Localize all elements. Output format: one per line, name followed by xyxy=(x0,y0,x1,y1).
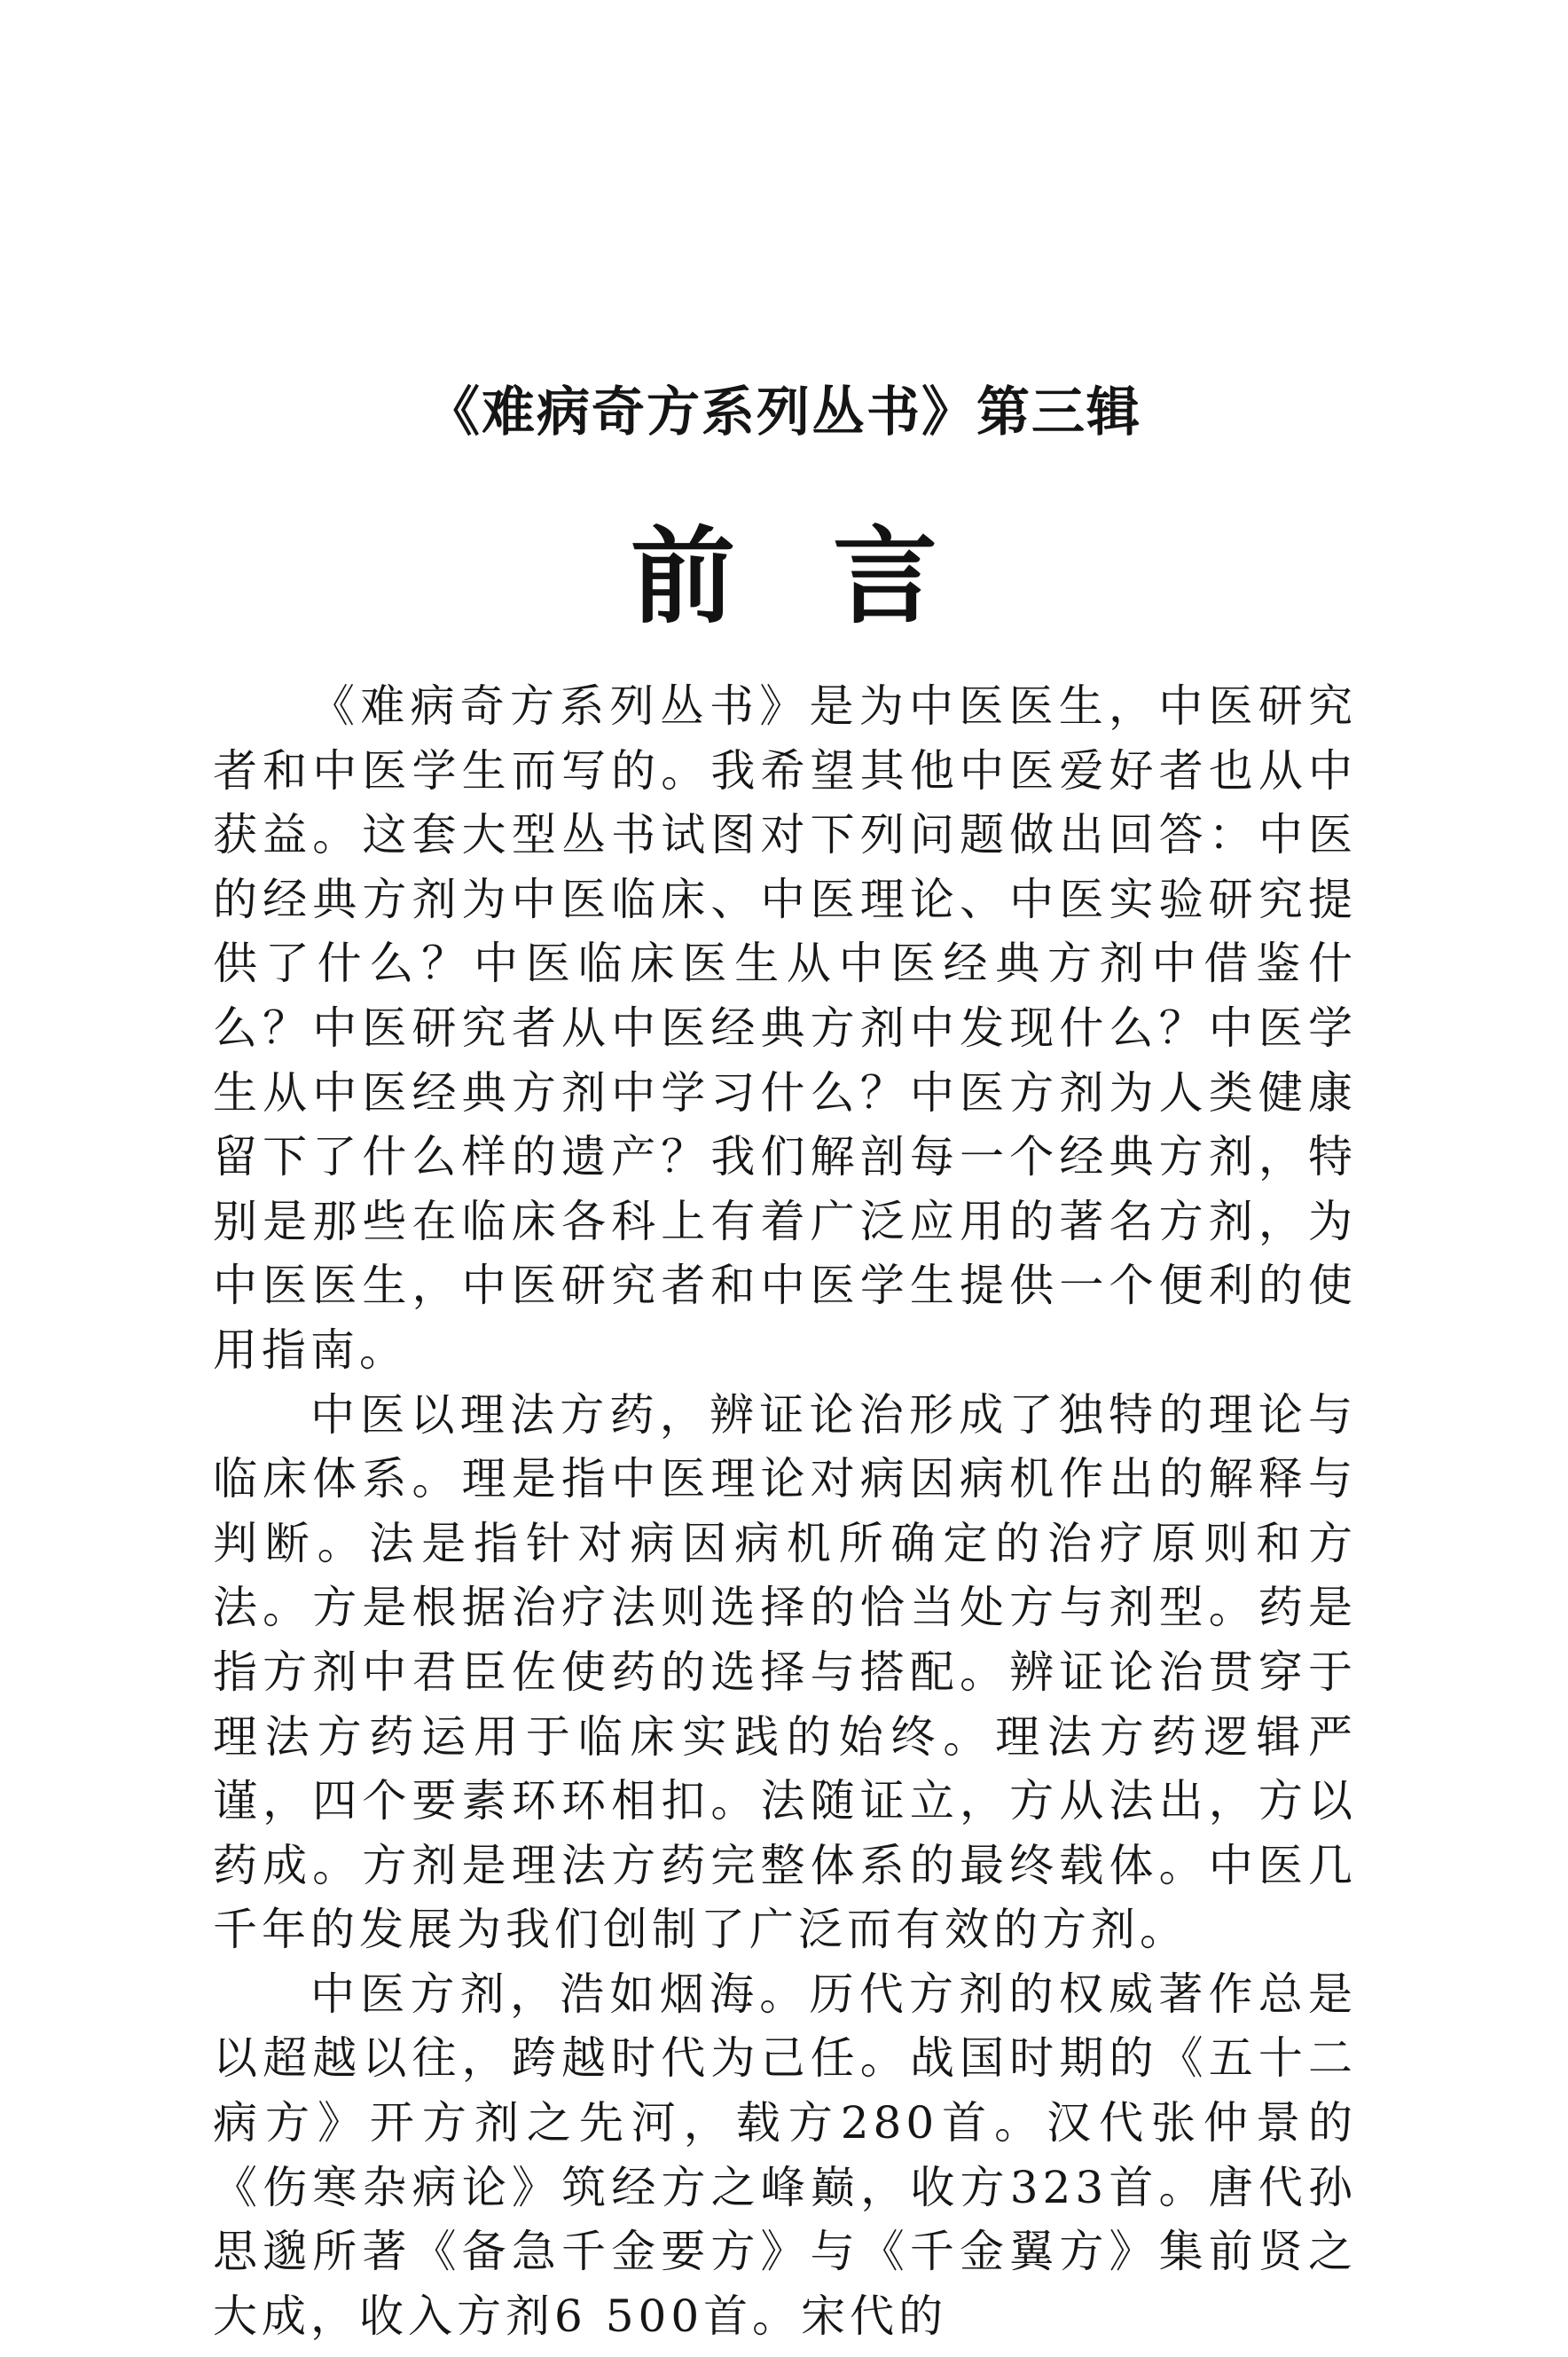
body-text xyxy=(213,674,1357,2348)
paragraph: 中医方剂，浩如烟海。历代方剂的权威著作总是以超越以往，跨越时代为己任。战国时期的《五十二病方》开方剂之先河，载方280首。汉代张仲景的《伤寒杂病论》筑经方之峰巅，收方323首。唐代孙思邈所著《备急千金要方》与《千金翼方》集前贤之大成，收入方剂6 500首。宋代的 xyxy=(213,1968,1357,2342)
paragraph: 《难病奇方系列丛书》是为中医医生，中医研究者和中医学生而写的。我希望其他中医爱好者也从中获益。这套大型丛书试图对下列问题做出回答：中医的经典方剂为中医临床、中医理论、中医实验研究提供了什么？中医临床医生从中医经典方剂中借鉴什么？中医研究者从中医经典方剂中发现什么？中医学生从中医经典方剂中学习什么？中医方剂为人类健康留下了什么样的遗产？我们解剖每一个经典方剂，特别是那些在临床各科上有着广泛应用的著名方剂，为中医医生，中医研究者和中医学生提供一个便利的使用指南。 xyxy=(213,680,1357,1376)
page-title: 前言 xyxy=(630,515,1035,638)
paragraph: 中医以理法方药，辨证论治形成了独特的理论与临床体系。理是指中医理论对病因病机作出的解释与判断。法是指针对病因病机所确定的治疗原则和方法。方是根据治疗法则选择的恰当处方与剂型。药是指方剂中君臣佐使药的选择与搭配。辨证论治贯穿于理法方药运用于临床实践的始终。理法方药逻辑严谨，四个要素环环相扣。法随证立，方从法出，方以药成。方剂是理法方药完整体系的最终载体。中医几千年的发展为我们创制了广泛而有效的方剂。 xyxy=(213,1388,1357,1956)
series-title: 《难病奇方系列丛书》第三辑 xyxy=(427,381,1141,444)
